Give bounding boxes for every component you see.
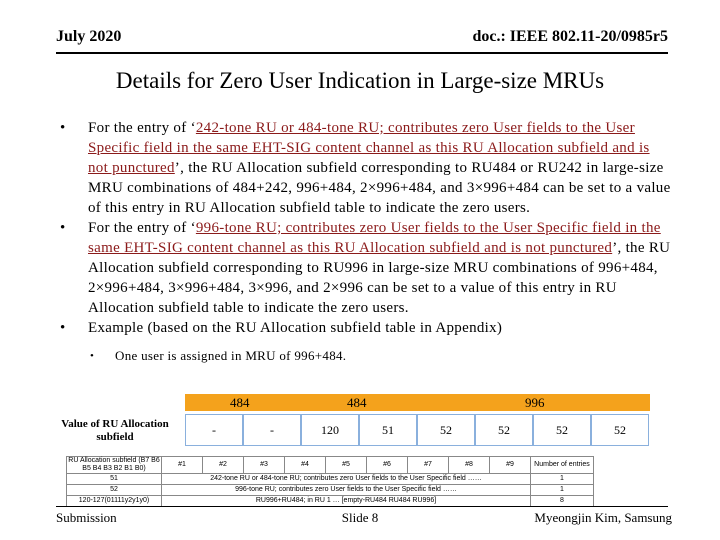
table-cell-desc: RU996+RU484; in RU 1 … [empty-RU484 RU484 RU996] [162,496,531,507]
ru-cell-2: - [243,414,301,446]
table-cell-code: 120-127(01111y2y1y0) [67,496,162,507]
bullet-list [60,118,672,379]
ru-cell-6: 52 [475,414,533,446]
table-header-cell: #6 [367,457,408,474]
ru-cell-3: 120 [301,414,359,446]
bullet-2-underlined: 996-tone RU; contributes zero User fields to the User Specific field in the same EHT-SIG content channel as this RU Allocation subfield and is not punctured [88,220,661,256]
header-doc-id: doc.: IEEE 802.11-20/0985r5 [472,28,668,45]
table-header-cell: #8 [449,457,490,474]
table-header-row [67,457,594,474]
table-row [67,496,594,507]
bullet-icon: • [60,320,66,336]
bullet-1-underlined: 242-tone RU or 484-tone RU; contributes zero User fields to the User Specific field in the same EHT-SIG content channel as this RU Allocation subfield and is not punctured [88,120,650,176]
bullet-item-3 [60,318,672,338]
bullet-2-text-post: ’, the RU Allocation subfield corresponding to RU996 in large-size MRU combinations of 996+484, 2×996+484, 3×996+484, 3×996, and 2×996 can be set to a value of this entry in RU Allocation subfield table to indicate the zero users. [88,240,671,316]
table-cell-count: 8 [531,496,594,507]
table-cell-code: 52 [67,485,162,496]
ru-value-row [185,414,650,446]
table-cell-desc: 996-tone RU; contributes zero User fields to the User Specific field …… [162,485,531,496]
footer-slide-number: Slide 8 [341,510,379,525]
bar-label-484-b: 484 [347,395,367,410]
footer-author: Myeongjin Kim, Samsung [534,510,672,525]
ru-cell-4: 51 [359,414,417,446]
slide-title: Details for Zero User Indication in Large-size MRUs [115,68,605,93]
ru-allocation-table [66,456,594,507]
table-header-cell: #9 [490,457,531,474]
ru-cell-7: 52 [533,414,591,446]
table-cell-desc: 242-tone RU or 484-tone RU; contributes zero User fields to the User Specific field …… [162,474,531,485]
table-header-cell: #2 [203,457,244,474]
sub-bullet-item-1 [60,346,672,366]
table-cell-code: 51 [67,474,162,485]
bullet-1-text-post: ’, the RU Allocation subfield corresponding to RU484 or RU242 in large-size MRU combinations of 484+242, 996+484, 2×996+484, and 3×996+484 can be set to a value of this entry in RU Allocation subfield table to indicate the zero users. [88,160,671,216]
ru-cell-1: - [185,414,243,446]
table-header-cell: #4 [285,457,326,474]
header-date: July 2020 [56,28,122,45]
table-header-cell: #1 [162,457,203,474]
table-header-cell: #5 [326,457,367,474]
ru-cell-5: 52 [417,414,475,446]
value-label: Value of RU Allocation subfield [61,418,169,443]
bullet-icon: • [60,220,66,236]
bullet-icon: • [60,120,66,136]
bullet-1-text-pre: For the entry of ‘ [88,120,196,136]
table-header-cell: #7 [408,457,449,474]
bullet-3-text: Example (based on the RU Allocation subfield table in Appendix) [88,320,503,336]
sub-bullet-1-text: One user is assigned in MRU of 996+484. [115,348,347,363]
sub-bullet-icon: • [90,350,95,362]
ru-cell-8: 52 [591,414,649,446]
table-header-cell: RU Allocation subfield (B7 B6 B5 B4 B3 B2 B1 B0) [68,457,160,472]
bar-label-484-a: 484 [230,395,250,410]
bullet-item-1 [60,118,672,218]
table-row [67,485,594,496]
footer-divider [56,506,668,507]
table-row [67,474,594,485]
bullet-2-text-pre: For the entry of ‘ [88,220,196,236]
bar-label-996: 996 [525,395,545,410]
table-header-cell: Number of entries [531,457,594,474]
table-header-cell: #3 [244,457,285,474]
table-cell-count: 1 [531,474,594,485]
footer-submission: Submission [56,510,117,525]
table-cell-count: 1 [531,485,594,496]
header-divider [56,52,668,54]
bullet-item-2 [60,218,672,318]
